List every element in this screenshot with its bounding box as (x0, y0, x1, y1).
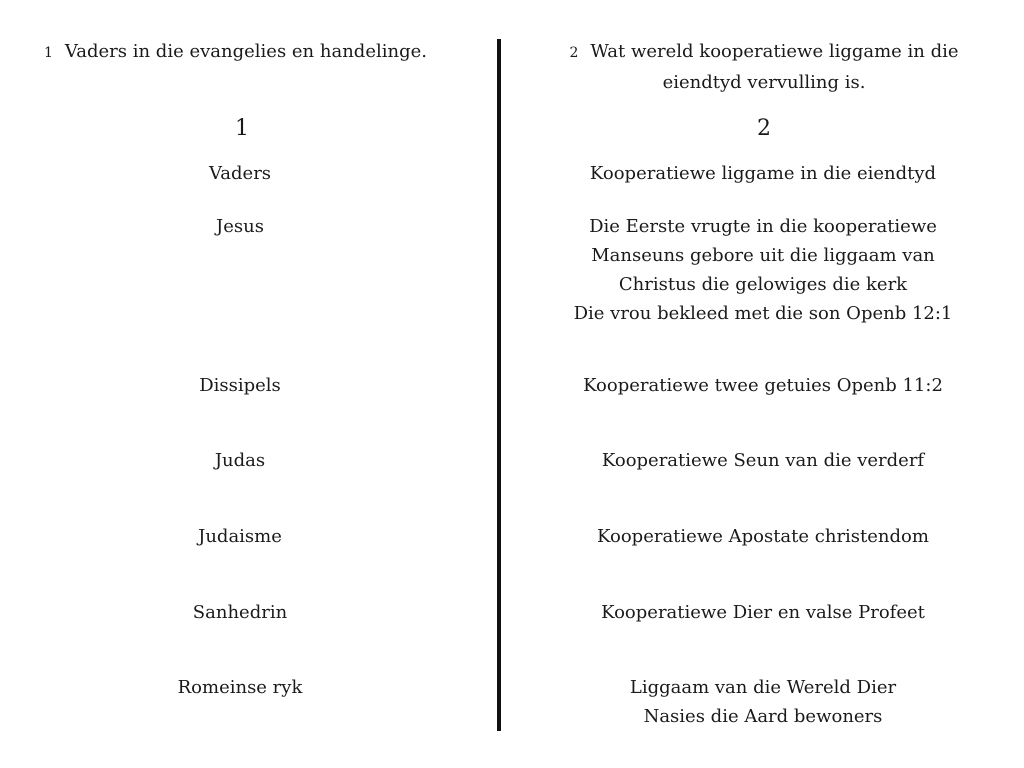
left-item-judaisme: Judaisme (198, 526, 282, 547)
right-item-2 (543, 371, 983, 400)
right-item-line: Die Eerste vrugte in die kooperatiewe (589, 216, 937, 237)
right-heading-title-line2: eiendtyd vervulling is. (662, 72, 866, 93)
right-heading-title-line1: Wat wereld kooperatiewe liggame in die (590, 41, 959, 62)
left-item-romeinse-ryk: Romeinse ryk (177, 677, 303, 698)
right-item-5 (543, 598, 983, 627)
left-heading-number: 1 (44, 45, 53, 61)
right-item-4 (543, 522, 983, 551)
right-item-3 (543, 446, 983, 475)
right-item-line: Christus die gelowiges die kerk (618, 274, 908, 295)
left-column-heading (44, 37, 427, 68)
right-column-number: 2 (757, 116, 771, 141)
column-divider (497, 39, 501, 731)
right-item-line: Kooperatiewe liggame in die eiendtyd (589, 163, 937, 184)
right-item-line: Kooperatiewe Apostate christendom (597, 526, 929, 547)
right-item-line: Manseuns gebore uit die liggaam van (591, 245, 935, 266)
left-item-judas: Judas (214, 450, 266, 471)
right-heading-number: 2 (569, 45, 579, 61)
right-column-heading (540, 37, 988, 97)
right-item-1 (543, 212, 983, 328)
right-item-0 (543, 159, 983, 188)
right-item-line: Die vrou bekleed met die son Openb 12:1 (573, 303, 953, 324)
left-item-jesus: Jesus (216, 216, 264, 237)
left-item-vaders: Vaders (208, 163, 272, 184)
left-item-dissipels: Dissipels (199, 375, 281, 396)
right-item-line: Kooperatiewe Dier en valse Profeet (601, 602, 925, 623)
left-heading-title: Vaders in die evangelies en handelinge. (64, 41, 427, 62)
right-item-line: Kooperatiewe twee getuies Openb 11:2 (583, 375, 943, 396)
right-item-line: Nasies die Aard bewoners (643, 706, 883, 727)
right-item-6 (543, 673, 983, 731)
right-item-line: Kooperatiewe Seun van die verderf (601, 450, 925, 471)
left-item-sanhedrin: Sanhedrin (192, 602, 288, 623)
left-column-number: 1 (235, 116, 249, 141)
right-item-line: Liggaam van die Wereld Dier (629, 677, 897, 698)
